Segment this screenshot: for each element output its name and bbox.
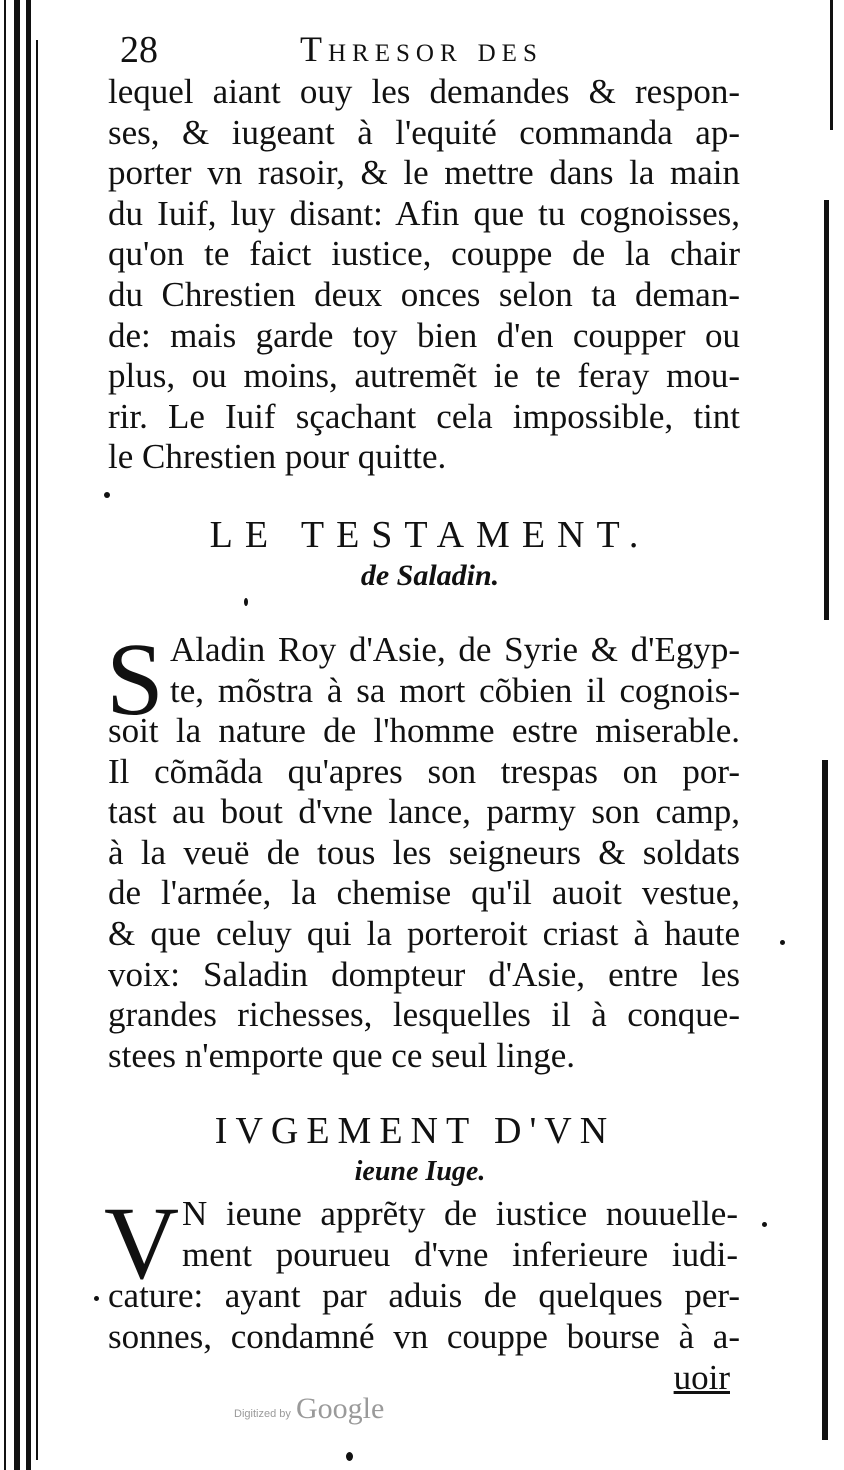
text-line: plus, ou moins, autremẽt ie te feray mou- [108, 356, 740, 396]
watermark-prefix: Digitized by [234, 1408, 291, 1420]
paragraph-3-cap-lines [182, 1194, 738, 1275]
text-line: qu'on te faict iustice, couppe de la chair [108, 234, 740, 274]
page-number: 28 [120, 29, 158, 71]
text-line: sonnes, condamné vn couppe bourse à a- [108, 1316, 740, 1356]
paragraph-3 [108, 1276, 740, 1357]
paragraph-2 [108, 711, 740, 1076]
ink-speck [762, 1222, 767, 1227]
text-line: à la veuë de tous les seigneurs & soldats [108, 832, 740, 872]
ink-speck [346, 1452, 353, 1461]
text-line: stees n'emporte que ce seul linge. [108, 1035, 575, 1075]
section-subheading-saladin: de Saladin. [360, 559, 500, 592]
ink-speck [780, 940, 785, 945]
text-line: ses, & iugeant à l'equité commanda ap- [108, 112, 740, 152]
drop-cap-s: S [106, 622, 164, 737]
facing-page-edge [822, 760, 828, 1440]
facing-page-edge [830, 0, 833, 130]
binding-edge [14, 0, 20, 1470]
text-line: Il cõmãda qu'apres son trespas on por- [108, 751, 740, 791]
section-heading-iugement: IVGEMENT D'VN [214, 1110, 616, 1152]
paragraph-2-cap-lines [170, 630, 740, 711]
text-line: ment pourueu d'vne inferieure iudi- [182, 1234, 738, 1274]
text-line: N ieune apprẽty de iustice nouuelle- [182, 1194, 738, 1233]
binding-edge [4, 0, 6, 1470]
ink-speck [94, 1296, 99, 1301]
ink-speck [104, 492, 110, 498]
text-line: & que celuy qui la porteroit criast à haute [108, 913, 740, 953]
text-line: du Iuif, luy disant: Afin que tu cognoisses, [108, 193, 740, 233]
section-subheading-ieune-iuge: ieune Iuge. [354, 1156, 486, 1187]
ink-speck [244, 598, 248, 606]
text-line: de: mais garde toy bien d'en coupper ou [108, 315, 740, 355]
paragraph-1 [108, 72, 740, 478]
text-line: rir. Le Iuif sçachant cela impossible, tint [108, 396, 740, 436]
drop-cap-v: V [104, 1186, 180, 1301]
text-line: grandes richesses, lesquelles il à conque- [108, 995, 740, 1035]
binding-edge [26, 0, 31, 1470]
facing-page-edge [824, 200, 829, 620]
running-title: Thresor des [300, 29, 543, 69]
text-line: te, mõstra à sa mort cõbien il cognois- [170, 670, 740, 710]
section-heading-testament: LE TESTAMENT. [209, 514, 651, 556]
text-line: de l'armée, la chemise qu'il auoit vestue, [108, 873, 740, 913]
text-line: tast au bout d'vne lance, parmy son camp, [108, 792, 740, 832]
text-line: voix: Saladin dompteur d'Asie, entre les [108, 954, 740, 994]
text-line: soit la nature de l'homme estre miserable. [108, 711, 740, 750]
binding-edge [36, 40, 38, 1460]
google-logo: Google [296, 1392, 385, 1425]
text-line: cature: ayant par aduis de quelques per- [108, 1276, 740, 1315]
text-line: le Chrestien pour quitte. [108, 437, 447, 477]
text-line: lequel aiant ouy les demandes & respon- [108, 72, 740, 111]
catchword: uoir [673, 1358, 730, 1397]
text-line: Aladin Roy d'Asie, de Syrie & d'Egyp- [170, 630, 740, 669]
text-line: du Chrestien deux onces selon ta deman- [108, 274, 740, 314]
running-head [112, 28, 732, 72]
text-line: porter vn rasoir, & le mettre dans la main [108, 153, 740, 193]
google-watermark [234, 1392, 404, 1432]
